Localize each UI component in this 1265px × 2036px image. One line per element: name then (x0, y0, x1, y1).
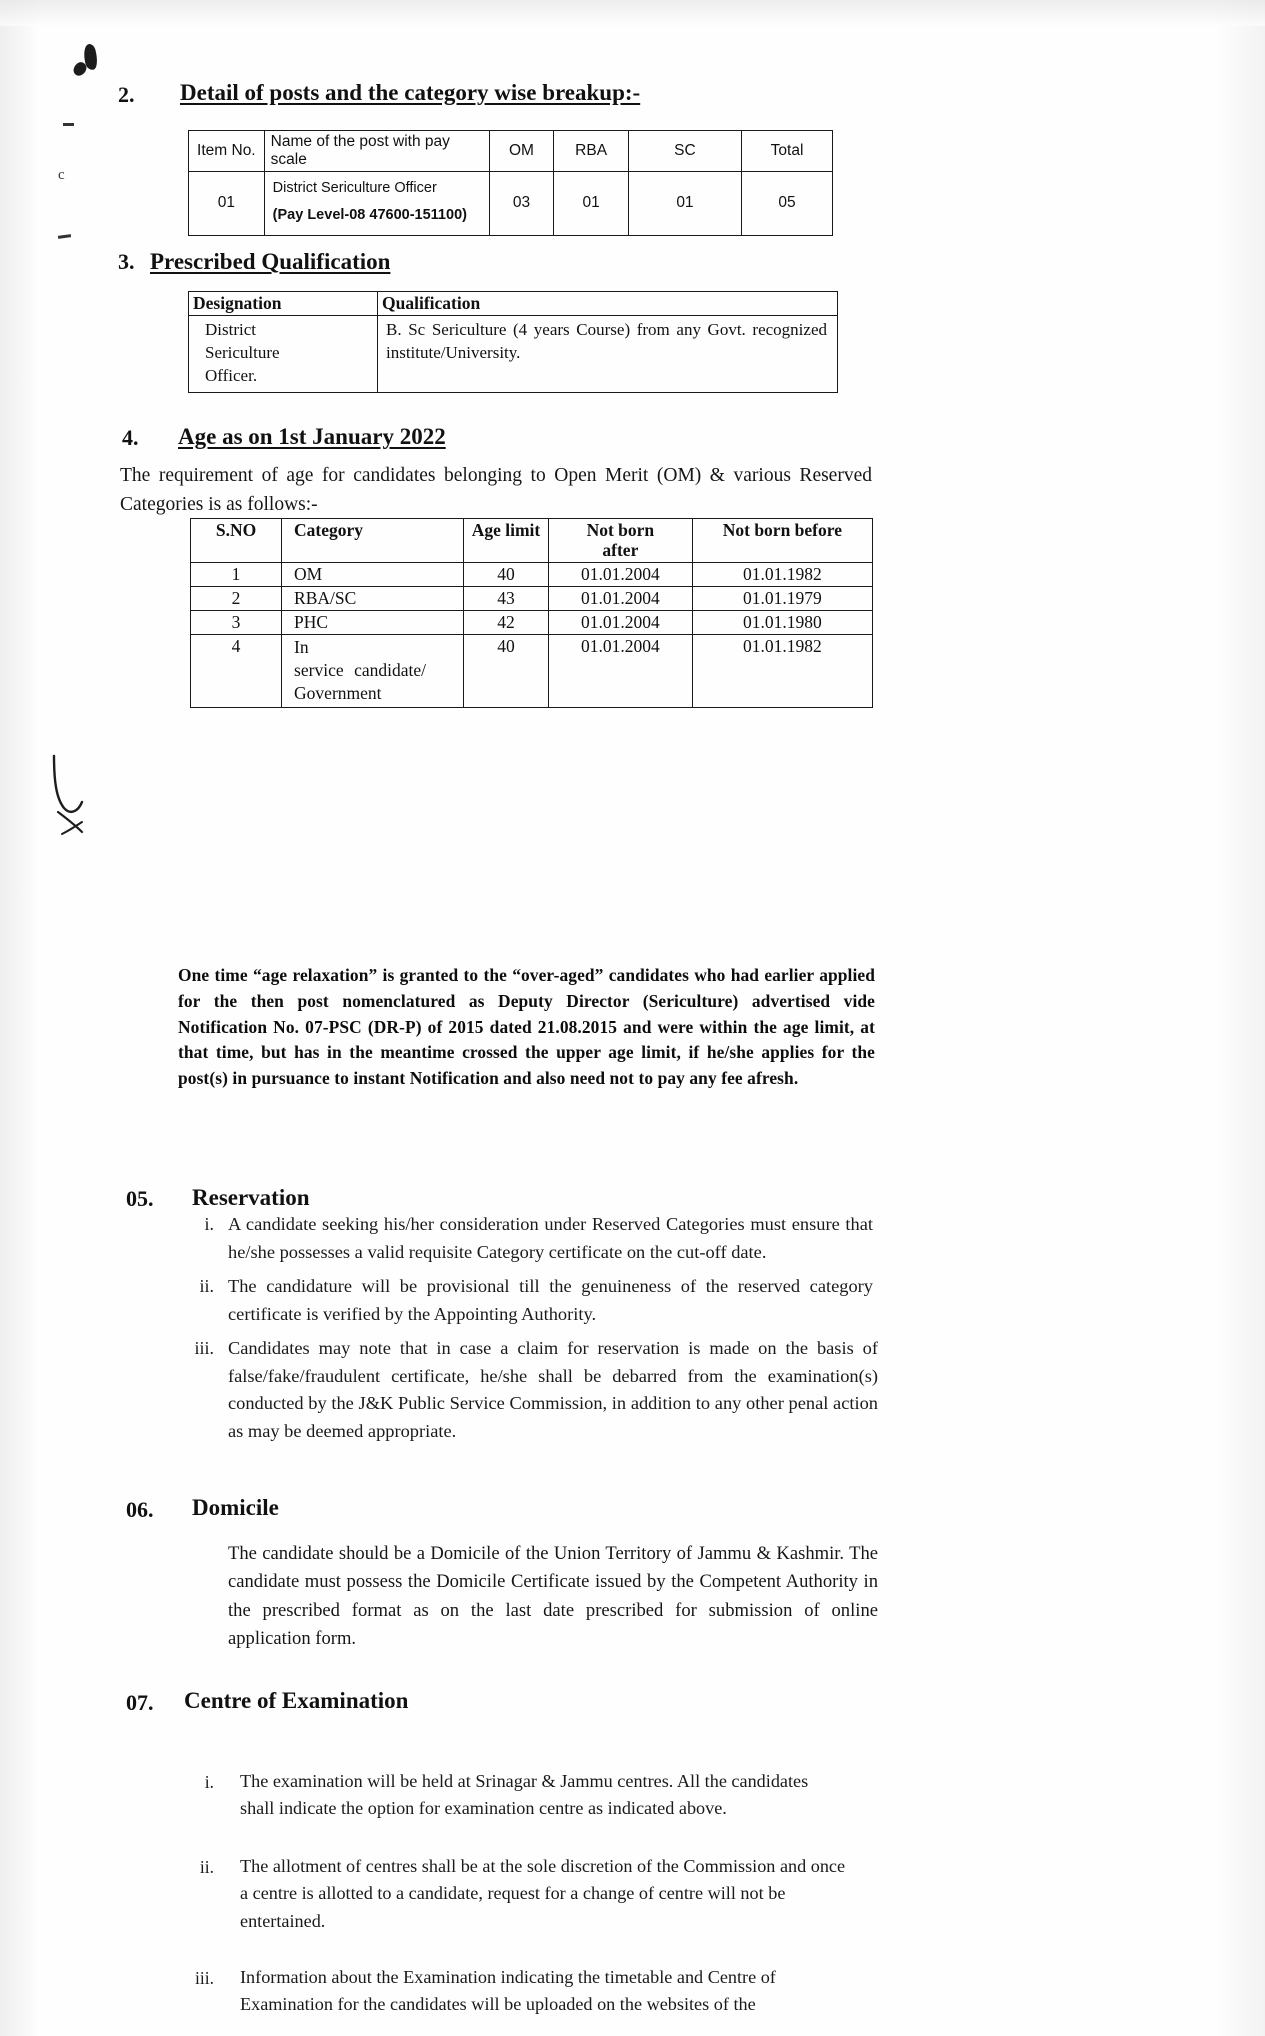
section-7-title: Centre of Examination (184, 1688, 409, 1713)
section-3-title: Prescribed Qualification (150, 249, 391, 274)
cell-post-name (264, 172, 489, 236)
cell-item-no: 01 (189, 172, 265, 236)
header-rba: RBA (554, 131, 628, 172)
section-4-title: Age as on 1st January 2022 (178, 424, 446, 449)
posts-breakup-table (188, 130, 833, 236)
category-line-2b: candidate/ (354, 660, 427, 681)
scan-edge-shading-left (0, 0, 38, 2036)
reservation-item-2-text: The candidature will be provisional till the genuineness of the reserved category certificate is verified by the Appointing Authority. (228, 1276, 873, 1324)
age-relaxation-note: One time “age relaxation” is granted to the “over-aged” candidates who had earlier applied for the then post nomenclatured as Deputy Director (Sericulture) advertised vide Notification No. 07-PSC (DR-P) of 2015 dated 21.08.2015 and were within the age limit, at that time, but has in the meantime crossed the upper age limit, if he/she applies for the post(s) in pursuance to instant Notification and also need not to pay any fee afresh. (178, 965, 875, 1088)
table-header-row (191, 519, 873, 563)
header-qualification: Qualification (378, 292, 838, 316)
reservation-item-3-marker: iii. (194, 1338, 214, 1358)
cell-not-born-before: 01.01.1980 (692, 611, 872, 635)
qualification-table (188, 291, 838, 393)
header-total: Total (742, 131, 833, 172)
header-item-no: Item No. (189, 131, 265, 172)
category-line-1: In (294, 637, 309, 658)
centre-item-2-marker: ii. (199, 1857, 214, 1877)
cell-age-limit: 42 (463, 611, 548, 635)
header-om: OM (489, 131, 554, 172)
category-line-3: Government (294, 683, 382, 704)
category-line-2 (294, 659, 426, 682)
cell-not-born-after: 01.01.2004 (549, 635, 693, 707)
cell-qualification: B. Sc Sericulture (4 years Course) from any Govt. recognized institute/University. (378, 316, 838, 393)
section-2-title: Detail of posts and the category wise breakup:- (180, 80, 641, 105)
centre-item-2-text: The allotment of centres shall be at the sole discretion of the Commission and once a centre is allotted to a candidate, request for a change of centre will not be entertained. (240, 1856, 846, 1931)
cell-designation: District Sericulture Officer. (189, 316, 378, 393)
reservation-item-3-text: Candidates may note that in case a claim for reservation is made on the basis of false/fake/fraudulent certificate, he/she shall be debarred from the examination(s) conducted by the J&K Public Service Commission, in addition to any other penal action as may be deemed appropriate. (228, 1338, 878, 1441)
header-sno: S.NO (191, 519, 282, 563)
header-designation: Designation (189, 292, 378, 316)
cell-not-born-after: 01.01.2004 (549, 563, 693, 587)
header-post-name: Name of the post with pay scale (264, 131, 489, 172)
header-sc: SC (628, 131, 741, 172)
header-not-born-after-l2: after (602, 540, 639, 561)
table-row (191, 563, 873, 587)
cell-rba: 01 (554, 172, 628, 236)
cell-age-limit: 40 (463, 635, 548, 707)
header-category: Category (282, 519, 464, 563)
section-3-number: 3. (118, 249, 135, 274)
table-row (191, 611, 873, 635)
age-intro-paragraph: The requirement of age for candidates belonging to Open Merit (OM) & various Reserved Categories is as follows:- (120, 465, 872, 516)
cell-category (282, 635, 464, 707)
cell-sno: 1 (191, 563, 282, 587)
handwritten-signature-icon (48, 752, 118, 838)
table-header-row (189, 131, 833, 172)
cell-sno: 2 (191, 587, 282, 611)
scan-edge-shading-top (0, 0, 1265, 26)
table-header-row (189, 292, 838, 316)
table-row (191, 587, 873, 611)
cell-not-born-after: 01.01.2004 (549, 611, 693, 635)
table-row (191, 635, 873, 707)
category-line-2a: service (294, 660, 344, 681)
cell-age-limit: 43 (463, 587, 548, 611)
cell-category: PHC (282, 611, 464, 635)
cell-sc: 01 (628, 172, 741, 236)
stray-letter-mark: c (58, 167, 65, 183)
reservation-item-1-text: A candidate seeking his/her consideration under Reserved Categories must ensure that he/she possesses a valid requisite Category certificate on the cut-off date. (228, 1214, 873, 1262)
cell-sno: 3 (191, 611, 282, 635)
cell-not-born-before: 01.01.1979 (692, 587, 872, 611)
section-4-number: 4. (122, 425, 139, 450)
post-pay-scale-line: (Pay Level-08 47600-151100) (272, 206, 467, 223)
reservation-item-2-marker: ii. (199, 1276, 214, 1296)
centre-item-1-marker: i. (204, 1772, 214, 1792)
centre-item-1-text: The examination will be held at Srinagar & Jammu centres. All the candidates shall indicate the option for examination centre as indicated above. (240, 1771, 809, 1819)
table-row (189, 172, 833, 236)
section-5-title: Reservation (192, 1185, 310, 1210)
cell-total: 05 (742, 172, 833, 236)
cell-sno: 4 (191, 635, 282, 707)
header-not-born-after-l1: Not born (586, 520, 655, 540)
cell-not-born-before: 01.01.1982 (692, 635, 872, 707)
stray-dash-mark-icon (63, 123, 74, 126)
section-5-number: 05. (126, 1186, 154, 1211)
cell-om: 03 (489, 172, 554, 236)
header-not-born-before: Not born before (692, 519, 872, 563)
section-6-number: 06. (126, 1497, 154, 1522)
domicile-paragraph: The candidate should be a Domicile of the Union Territory of Jammu & Kashmir. The candidate must possess the Domicile Certificate issued by the Competent Authority in the prescribed format as on the last date prescribed for submission of online application form. (228, 1543, 878, 1649)
post-name-line-1: District Sericulture Officer (272, 180, 437, 196)
reservation-item-1-marker: i. (204, 1214, 214, 1234)
age-limit-table (190, 518, 873, 708)
centre-item-3-text: Information about the Examination indicating the timetable and Centre of Examination for the candidates will be uploaded on the websites of the (240, 1967, 776, 2015)
cell-category: RBA/SC (282, 587, 464, 611)
centre-item-3-marker: iii. (195, 1968, 214, 1988)
section-2-number: 2. (118, 82, 135, 107)
cell-category: OM (282, 563, 464, 587)
cell-not-born-after: 01.01.2004 (549, 587, 693, 611)
cell-not-born-before: 01.01.1982 (692, 563, 872, 587)
section-7-number: 07. (126, 1690, 154, 1715)
stray-dash-mark-lower-icon (58, 234, 71, 239)
header-not-born-after (549, 519, 693, 563)
section-6-title: Domicile (192, 1495, 279, 1520)
table-row (189, 316, 838, 393)
scan-edge-shading-right (1219, 0, 1265, 2036)
cell-age-limit: 40 (463, 563, 548, 587)
header-age-limit: Age limit (463, 519, 548, 563)
